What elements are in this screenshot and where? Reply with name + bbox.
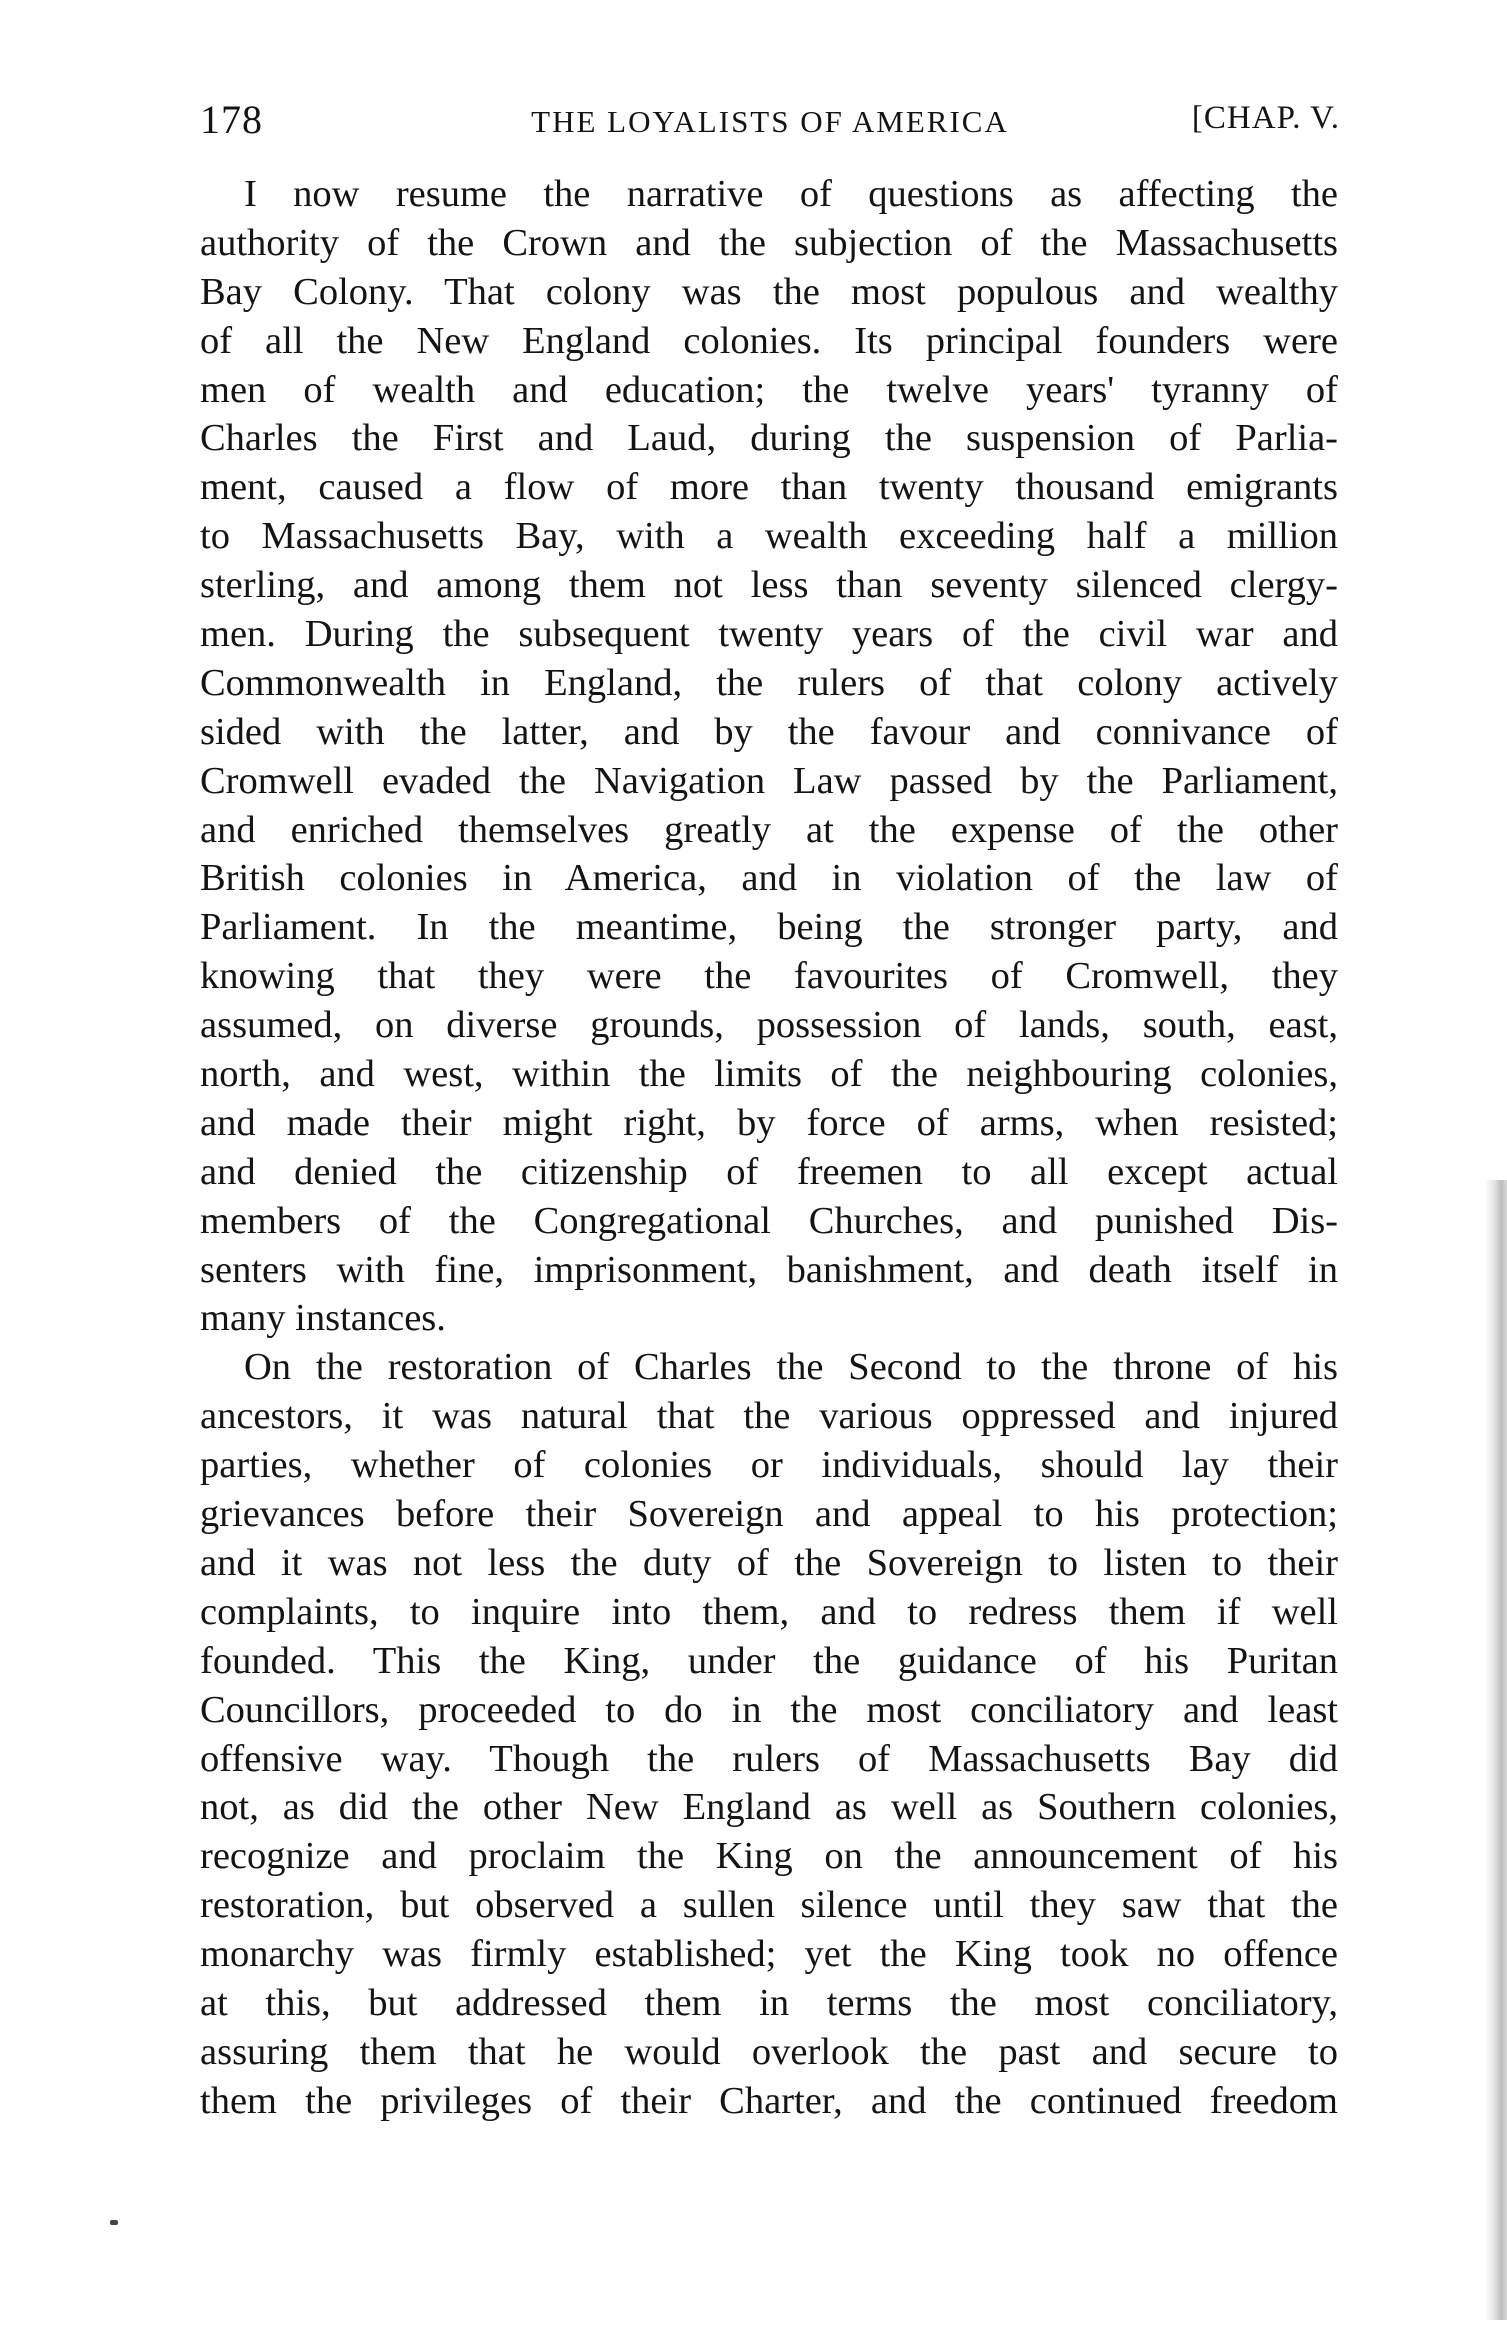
text-line: sided with the latter, and by the favour and connivance of xyxy=(200,710,1338,753)
text-line: restoration, but observed a sullen silence until they saw that the xyxy=(200,1884,1338,1927)
text-line: at this, but addressed them in terms the most conciliatory, xyxy=(200,1981,1338,2024)
text-line: men. During the subsequent twenty years of the civil war and xyxy=(200,613,1338,656)
text-line: authority of the Crown and the subjection of the Massachusetts xyxy=(200,221,1338,264)
text-line: recognize and proclaim the King on the announcement of his xyxy=(200,1835,1338,1878)
text-line: Councillors, proceeded to do in the most conciliatory and least xyxy=(200,1688,1338,1731)
text-line: senters with fine, imprisonment, banishment, and death itself in xyxy=(200,1248,1338,1291)
text-line: and it was not less the duty of the Sovereign to listen to their xyxy=(200,1541,1338,1584)
text-line: Bay Colony. That colony was the most populous and wealthy xyxy=(200,270,1338,313)
text-line: many instances. xyxy=(200,1297,446,1340)
text-line: of all the New England colonies. Its principal founders were xyxy=(200,319,1338,362)
text-line: British colonies in America, and in violation of the law of xyxy=(200,857,1338,900)
text-line: grievances before their Sovereign and appeal to his protection; xyxy=(200,1493,1338,1536)
chapter-reference: [CHAP. V. xyxy=(1191,100,1340,136)
text-line: parties, whether of colonies or individuals, should lay their xyxy=(200,1444,1338,1487)
text-line: them the privileges of their Charter, and the continued freedom xyxy=(200,2079,1338,2122)
text-line: and made their might right, by force of arms, when resisted; xyxy=(200,1101,1338,1144)
text-line: I now resume the narrative of questions as affecting the xyxy=(244,173,1338,215)
text-line: complaints, to inquire into them, and to redress them if well xyxy=(200,1590,1338,1633)
paragraph-1 xyxy=(200,170,1338,1343)
text-line: assumed, on diverse grounds, possession of lands, south, east, xyxy=(200,1004,1338,1047)
text-line: Charles the First and Laud, during the suspension of Parlia- xyxy=(200,417,1338,460)
text-line: Cromwell evaded the Navigation Law passed by the Parliament, xyxy=(200,759,1338,802)
paragraph-2 xyxy=(200,1343,1338,2125)
text-line: and denied the citizenship of freemen to all except actual xyxy=(200,1150,1338,1193)
text-line: On the restoration of Charles the Second to the throne of his xyxy=(244,1346,1338,1389)
text-line: and enriched themselves greatly at the expense of the other xyxy=(200,808,1338,851)
running-title: THE LOYALISTS OF AMERICA xyxy=(531,104,1009,139)
text-line: members of the Congregational Churches, and punished Dis- xyxy=(200,1199,1338,1242)
text-line: north, and west, within the limits of the neighbouring colonies, xyxy=(200,1053,1338,1096)
scan-page-edge-shadow xyxy=(1485,1180,1507,2320)
text-line: ment, caused a flow of more than twenty thousand emigrants xyxy=(200,466,1338,509)
text-line: to Massachusetts Bay, with a wealth exceeding half a million xyxy=(200,515,1338,558)
text-line: offensive way. Though the rulers of Massachusetts Bay did xyxy=(200,1737,1338,1780)
page-number: 178 xyxy=(200,97,263,142)
text-line: Parliament. In the meantime, being the stronger party, and xyxy=(200,906,1338,949)
text-line: monarchy was firmly established; yet the King took no offence xyxy=(200,1933,1338,1976)
text-line: assuring them that he would overlook the past and secure to xyxy=(200,2030,1338,2073)
text-line: Commonwealth in England, the rulers of that colony actively xyxy=(200,661,1338,704)
text-line: sterling, and among them not less than seventy silenced clergy- xyxy=(200,564,1338,607)
text-line: not, as did the other New England as well as Southern colonies, xyxy=(200,1786,1338,1829)
text-line: founded. This the King, under the guidance of his Puritan xyxy=(200,1639,1338,1682)
body-text xyxy=(200,170,1338,2126)
scan-speck xyxy=(110,2220,118,2225)
text-line: ancestors, it was natural that the various oppressed and injured xyxy=(200,1395,1338,1438)
running-header xyxy=(200,96,1340,156)
text-line: knowing that they were the favourites of Cromwell, they xyxy=(200,955,1338,998)
text-line: men of wealth and education; the twelve years' tyranny of xyxy=(200,368,1338,411)
